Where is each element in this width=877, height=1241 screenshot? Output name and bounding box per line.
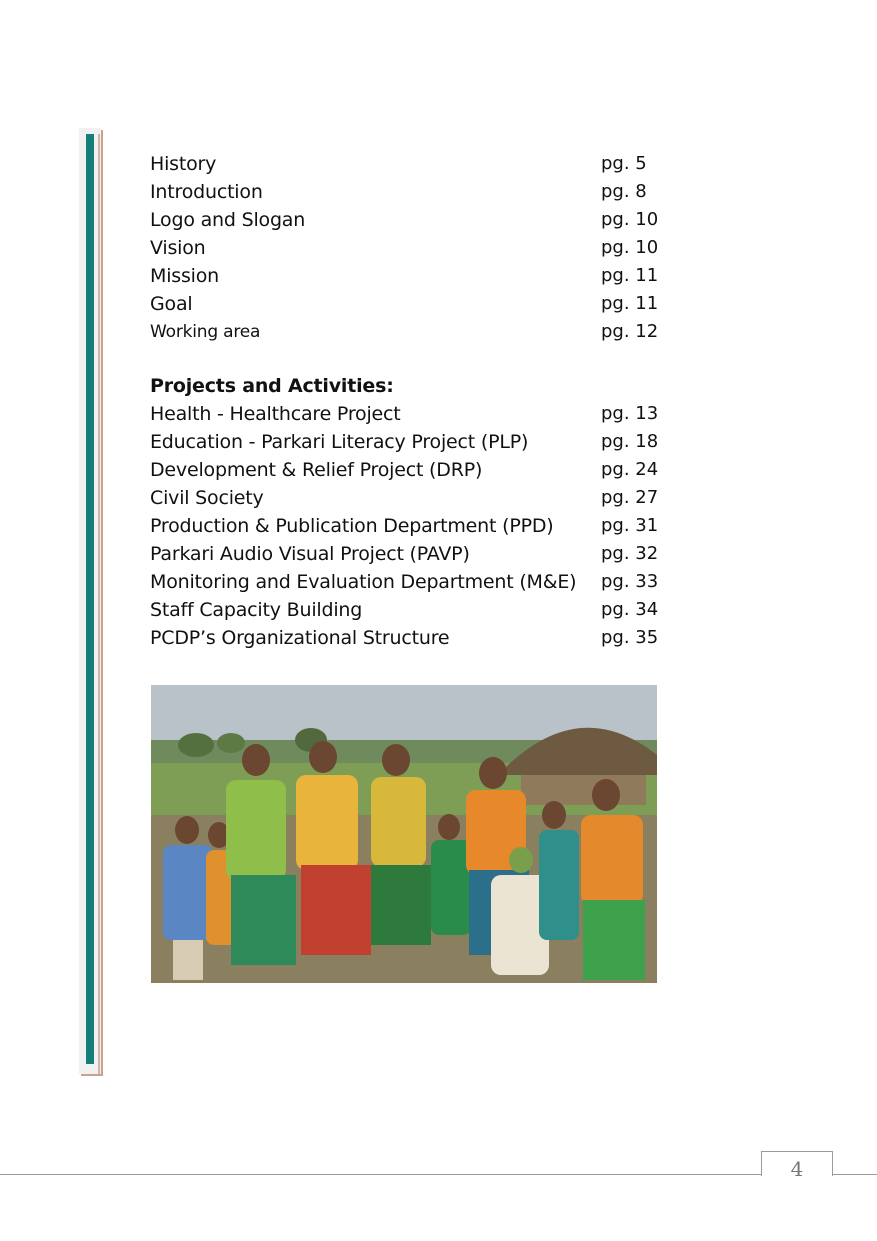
toc-row[interactable] (150, 596, 670, 624)
toc-page: pg. 32 (601, 543, 659, 564)
toc-page: pg. 34 (601, 599, 659, 620)
toc-label: Health - Healthcare Project (150, 403, 401, 425)
toc-row[interactable] (150, 456, 670, 484)
toc-page: pg. 11 (601, 293, 659, 314)
toc-page: pg. 10 (601, 209, 659, 230)
toc-page: pg. 31 (601, 515, 659, 536)
toc-page: pg. 8 (601, 181, 647, 202)
toc-page: pg. 27 (601, 487, 659, 508)
toc-label: Mission (150, 265, 220, 287)
toc-label: Education - Parkari Literacy Project (PLP) (150, 431, 529, 453)
toc-row[interactable] (150, 512, 670, 540)
toc-row[interactable] (150, 540, 670, 568)
decorative-sidebar-accent (86, 134, 94, 1064)
toc-row[interactable] (150, 624, 670, 652)
page-number: 4 (761, 1151, 833, 1176)
table-of-contents (150, 150, 670, 652)
toc-row[interactable] (150, 568, 670, 596)
toc-row[interactable] (150, 484, 670, 512)
toc-row[interactable] (150, 400, 670, 428)
toc-label: PCDP’s Organizational Structure (150, 627, 450, 649)
toc-label: Introduction (150, 181, 263, 203)
toc-row[interactable] (150, 234, 670, 262)
toc-page: pg. 13 (601, 403, 659, 424)
toc-row[interactable] (150, 318, 670, 346)
toc-label: Goal (150, 293, 193, 315)
toc-label: Monitoring and Evaluation Department (M&E) (150, 571, 577, 593)
toc-label: Staff Capacity Building (150, 599, 363, 621)
toc-row[interactable] (150, 178, 670, 206)
toc-page: pg. 18 (601, 431, 659, 452)
toc-label: Production & Publication Department (PPD) (150, 515, 554, 537)
toc-label: History (150, 153, 217, 175)
group-photo (151, 685, 657, 983)
toc-page: pg. 5 (601, 153, 647, 174)
toc-label: Development & Relief Project (DRP) (150, 459, 483, 481)
section-heading: Projects and Activities: (150, 375, 394, 397)
toc-page: pg. 33 (601, 571, 659, 592)
spacer (150, 346, 670, 372)
toc-row[interactable] (150, 206, 670, 234)
toc-label: Civil Society (150, 487, 264, 509)
toc-label: Vision (150, 237, 206, 259)
toc-page: pg. 10 (601, 237, 659, 258)
toc-row[interactable] (150, 262, 670, 290)
toc-label: Logo and Slogan (150, 209, 306, 231)
toc-page: pg. 12 (601, 321, 659, 342)
decorative-sidebar-edge (98, 134, 100, 1074)
toc-page: pg. 24 (601, 459, 659, 480)
toc-page: pg. 35 (601, 627, 659, 648)
toc-row[interactable] (150, 150, 670, 178)
toc-row[interactable] (150, 290, 670, 318)
toc-label: Parkari Audio Visual Project (PAVP) (150, 543, 470, 565)
toc-row[interactable] (150, 428, 670, 456)
toc-label: Working area (150, 322, 261, 342)
footer-rule (0, 1174, 877, 1175)
toc-page: pg. 11 (601, 265, 659, 286)
